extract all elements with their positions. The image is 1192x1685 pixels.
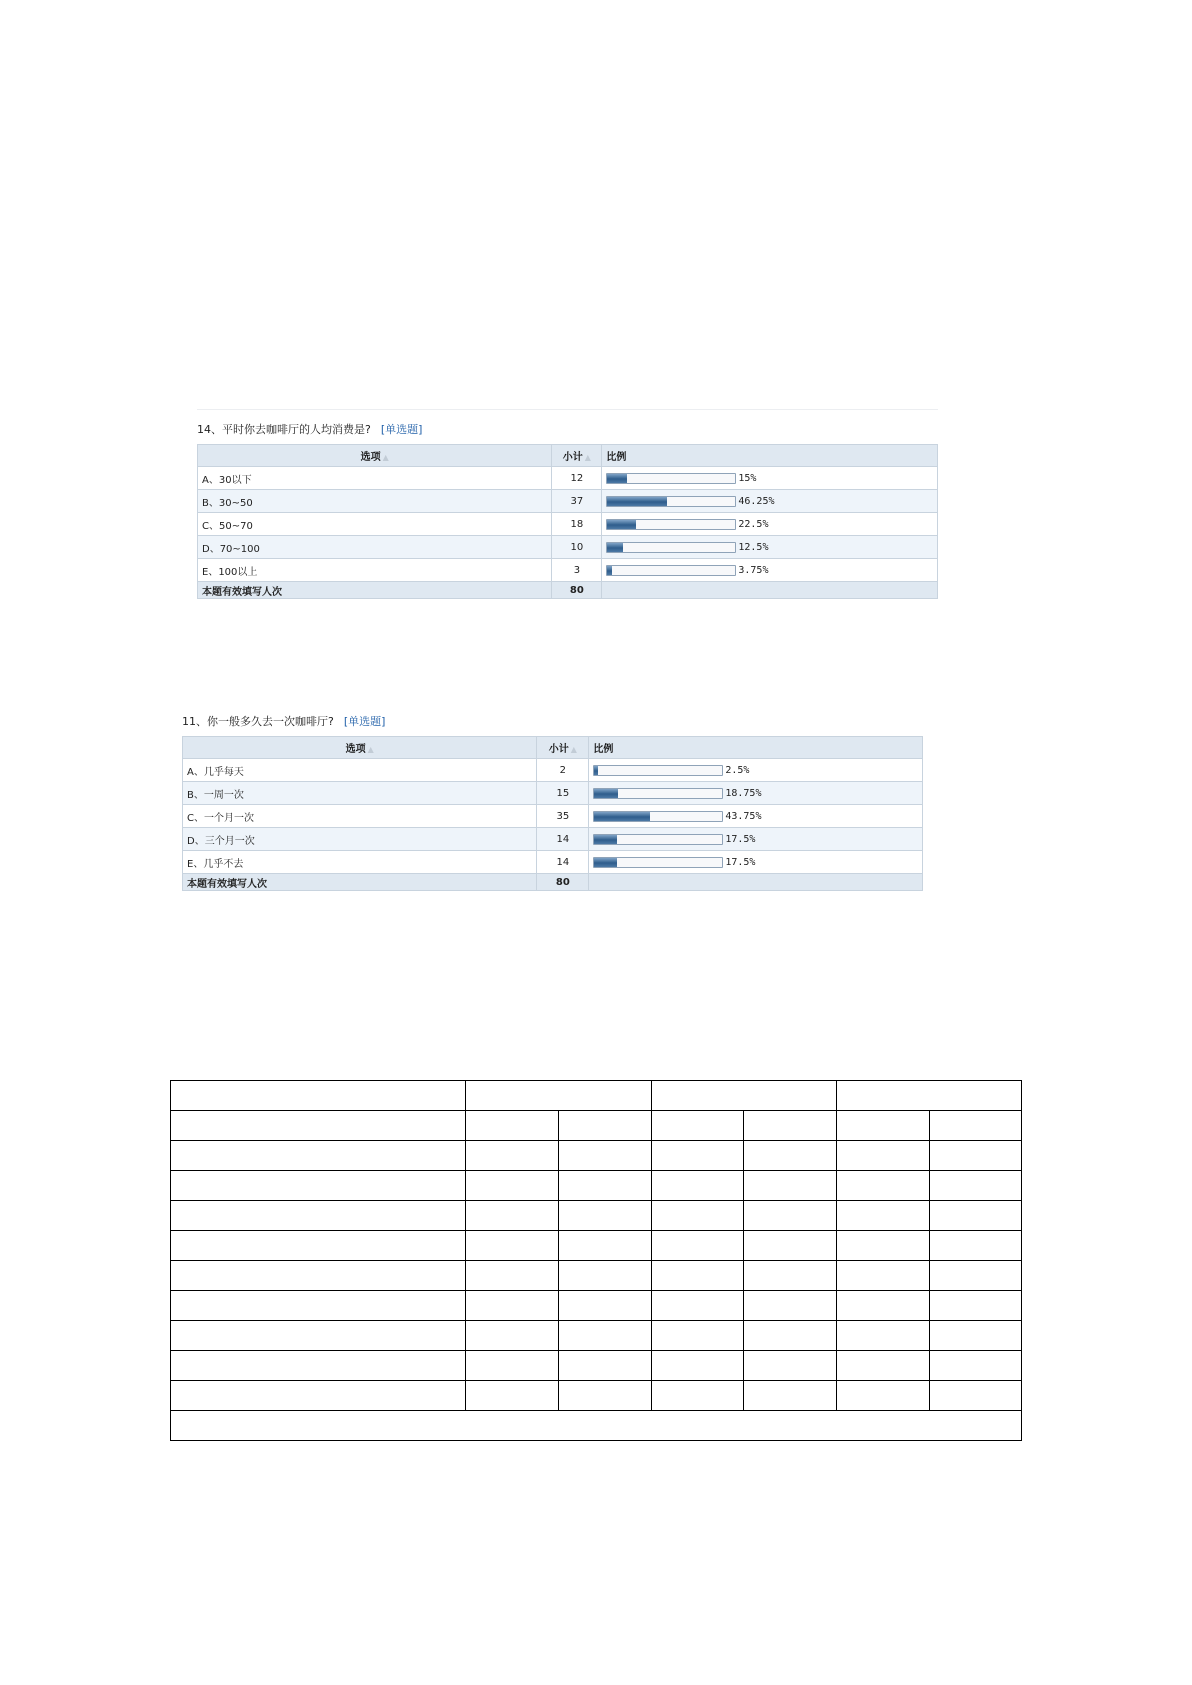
table-cell <box>652 1321 744 1351</box>
table-row <box>198 559 938 582</box>
total-empty-cell <box>602 582 938 599</box>
ratio-cell <box>602 467 938 490</box>
table-cell <box>559 1321 652 1351</box>
table-cell <box>652 1261 744 1291</box>
sort-icon[interactable]: ▲ <box>367 745 374 754</box>
table-cell <box>171 1291 466 1321</box>
table-cell <box>559 1381 652 1411</box>
table-cell <box>171 1111 466 1141</box>
table-cell <box>171 1171 466 1201</box>
option-label: D、70~100 <box>198 536 552 559</box>
table-row <box>183 805 923 828</box>
total-label: 本题有效填写人次 <box>183 874 537 891</box>
question-text: 14、平时你去咖啡厅的人均消费是? <box>197 423 371 436</box>
table-cell <box>837 1381 930 1411</box>
table-cell <box>466 1111 559 1141</box>
table-cell <box>744 1291 837 1321</box>
result-table <box>197 444 938 599</box>
percent-label: 46.25% <box>738 495 775 507</box>
option-label: B、30~50 <box>198 490 552 513</box>
table-row <box>171 1141 1022 1171</box>
table-header-row <box>171 1081 1022 1111</box>
table-row <box>198 513 938 536</box>
progress-bar-fill <box>607 474 626 483</box>
table-cell <box>744 1231 837 1261</box>
sort-icon[interactable]: ▲ <box>382 453 389 462</box>
table-cell <box>930 1291 1022 1321</box>
total-count: 80 <box>552 582 602 599</box>
table-cell <box>466 1351 559 1381</box>
table-cell <box>837 1231 930 1261</box>
total-label: 本题有效填写人次 <box>198 582 552 599</box>
table-footer-row <box>171 1411 1022 1441</box>
table-cell <box>652 1291 744 1321</box>
option-label: C、一个月一次 <box>183 805 537 828</box>
total-count: 80 <box>537 874 589 891</box>
table-row <box>171 1201 1022 1231</box>
table-cell <box>837 1201 930 1231</box>
table-cell <box>930 1381 1022 1411</box>
table-row <box>171 1261 1022 1291</box>
table-row <box>171 1321 1022 1351</box>
table-cell <box>171 1261 466 1291</box>
table-cell <box>559 1111 652 1141</box>
question-type-link[interactable]: [单选题] <box>380 423 423 436</box>
table-cell <box>930 1111 1022 1141</box>
table-cell <box>559 1171 652 1201</box>
table-cell <box>466 1081 652 1111</box>
progress-bar <box>606 519 736 530</box>
option-count: 15 <box>537 782 589 805</box>
table-cell <box>744 1141 837 1171</box>
table-row <box>171 1111 1022 1141</box>
table-cell <box>559 1291 652 1321</box>
progress-bar <box>606 542 736 553</box>
table-cell <box>171 1351 466 1381</box>
ratio-column-header: 比例 <box>602 445 938 467</box>
table-cell <box>837 1081 1022 1111</box>
table-cell <box>837 1291 930 1321</box>
sort-icon[interactable]: ▲ <box>584 453 591 462</box>
table-row <box>171 1291 1022 1321</box>
table-cell <box>466 1261 559 1291</box>
ratio-cell <box>602 559 938 582</box>
table-row <box>183 759 923 782</box>
ratio-cell <box>589 759 923 782</box>
ratio-cell <box>589 851 923 874</box>
table-cell <box>652 1141 744 1171</box>
total-row <box>198 582 938 599</box>
progress-bar <box>606 473 736 484</box>
option-count: 10 <box>552 536 602 559</box>
option-label: B、一周一次 <box>183 782 537 805</box>
total-empty-cell <box>589 874 923 891</box>
table-row <box>183 782 923 805</box>
table-header-row <box>183 737 923 759</box>
table-row <box>198 536 938 559</box>
ratio-cell <box>589 805 923 828</box>
table-cell <box>466 1171 559 1201</box>
total-row <box>183 874 923 891</box>
progress-bar <box>593 811 723 822</box>
table-cell <box>652 1201 744 1231</box>
table-cell <box>744 1381 837 1411</box>
option-count: 18 <box>552 513 602 536</box>
table-cell <box>652 1351 744 1381</box>
question-type-link[interactable]: [单选题] <box>343 715 386 728</box>
ratio-cell <box>589 828 923 851</box>
table-cell <box>652 1171 744 1201</box>
question-title <box>182 714 923 730</box>
percent-label: 2.5% <box>725 764 750 776</box>
table-row <box>171 1231 1022 1261</box>
table-row <box>171 1171 1022 1201</box>
table-cell <box>171 1081 466 1111</box>
percent-label: 3.75% <box>738 564 769 576</box>
progress-bar-fill <box>607 520 636 529</box>
table-cell <box>466 1231 559 1261</box>
percent-label: 17.5% <box>725 833 756 845</box>
progress-bar-fill <box>607 543 623 552</box>
divider <box>197 409 938 410</box>
table-cell <box>837 1111 930 1141</box>
table-cell <box>930 1141 1022 1171</box>
option-label: A、30以下 <box>198 467 552 490</box>
percent-label: 17.5% <box>725 856 756 868</box>
progress-bar <box>606 496 736 507</box>
progress-bar <box>593 765 723 776</box>
table-cell <box>559 1231 652 1261</box>
question-text: 11、你一般多久去一次咖啡厅? <box>182 715 334 728</box>
table-cell <box>652 1081 837 1111</box>
progress-bar <box>606 565 736 576</box>
table-cell <box>171 1231 466 1261</box>
percent-label: 43.75% <box>725 810 762 822</box>
progress-bar-fill <box>594 812 650 821</box>
option-count: 12 <box>552 467 602 490</box>
progress-bar-fill <box>594 766 597 775</box>
progress-bar <box>593 834 723 845</box>
option-count: 14 <box>537 828 589 851</box>
table-row <box>198 467 938 490</box>
ratio-cell <box>602 513 938 536</box>
progress-bar-fill <box>607 497 666 506</box>
progress-bar <box>593 857 723 868</box>
percent-label: 18.75% <box>725 787 762 799</box>
table-cell <box>171 1201 466 1231</box>
table-cell <box>171 1141 466 1171</box>
option-label: E、几乎不去 <box>183 851 537 874</box>
option-label: C、50~70 <box>198 513 552 536</box>
table-row <box>171 1381 1022 1411</box>
table-cell <box>930 1171 1022 1201</box>
table-cell <box>744 1261 837 1291</box>
result-table <box>182 736 923 891</box>
option-column-header[interactable]: 选项 ▲ <box>198 445 552 467</box>
option-count: 2 <box>537 759 589 782</box>
percent-label: 12.5% <box>738 541 769 553</box>
option-count: 14 <box>537 851 589 874</box>
table-cell <box>652 1381 744 1411</box>
percent-label: 15% <box>738 472 757 484</box>
ratio-cell <box>602 490 938 513</box>
option-column-header[interactable]: 选项 ▲ <box>183 737 537 759</box>
table-cell <box>837 1351 930 1381</box>
table-cell <box>744 1321 837 1351</box>
table-cell <box>930 1261 1022 1291</box>
table-row <box>183 828 923 851</box>
progress-bar-fill <box>594 789 618 798</box>
progress-bar-fill <box>594 835 616 844</box>
table-cell <box>466 1291 559 1321</box>
table-cell <box>744 1351 837 1381</box>
table-cell <box>930 1231 1022 1261</box>
survey-q14 <box>197 409 938 599</box>
table-cell <box>559 1351 652 1381</box>
table-cell <box>466 1201 559 1231</box>
table-cell <box>171 1411 1022 1441</box>
table-cell <box>837 1141 930 1171</box>
percent-label: 22.5% <box>738 518 769 530</box>
progress-bar-fill <box>607 566 612 575</box>
option-count: 35 <box>537 805 589 828</box>
table-cell <box>837 1261 930 1291</box>
table-row <box>183 851 923 874</box>
blank-grid-table <box>170 1080 1022 1441</box>
table-cell <box>744 1201 837 1231</box>
table-cell <box>744 1111 837 1141</box>
table-cell <box>559 1201 652 1231</box>
ratio-cell <box>589 782 923 805</box>
sort-icon[interactable]: ▲ <box>570 745 577 754</box>
option-label: A、几乎每天 <box>183 759 537 782</box>
progress-bar-fill <box>594 858 616 867</box>
table-row <box>198 490 938 513</box>
table-cell <box>466 1141 559 1171</box>
table-cell <box>930 1321 1022 1351</box>
count-column-header[interactable]: 小计 ▲ <box>537 737 589 759</box>
table-cell <box>559 1261 652 1291</box>
question-title <box>197 422 938 438</box>
table-cell <box>930 1351 1022 1381</box>
table-cell <box>930 1201 1022 1231</box>
table-cell <box>837 1321 930 1351</box>
option-label: D、三个月一次 <box>183 828 537 851</box>
progress-bar <box>593 788 723 799</box>
option-count: 37 <box>552 490 602 513</box>
table-cell <box>652 1111 744 1141</box>
ratio-column-header: 比例 <box>589 737 923 759</box>
option-label: E、100以上 <box>198 559 552 582</box>
table-cell <box>559 1141 652 1171</box>
option-count: 3 <box>552 559 602 582</box>
table-header-row <box>198 445 938 467</box>
table-cell <box>837 1171 930 1201</box>
table-row <box>171 1351 1022 1381</box>
table-cell <box>652 1231 744 1261</box>
table-cell <box>744 1171 837 1201</box>
table-cell <box>466 1381 559 1411</box>
survey-q11 <box>182 714 923 891</box>
table-cell <box>171 1381 466 1411</box>
ratio-cell <box>602 536 938 559</box>
count-column-header[interactable]: 小计 ▲ <box>552 445 602 467</box>
table-cell <box>171 1321 466 1351</box>
table-cell <box>466 1321 559 1351</box>
